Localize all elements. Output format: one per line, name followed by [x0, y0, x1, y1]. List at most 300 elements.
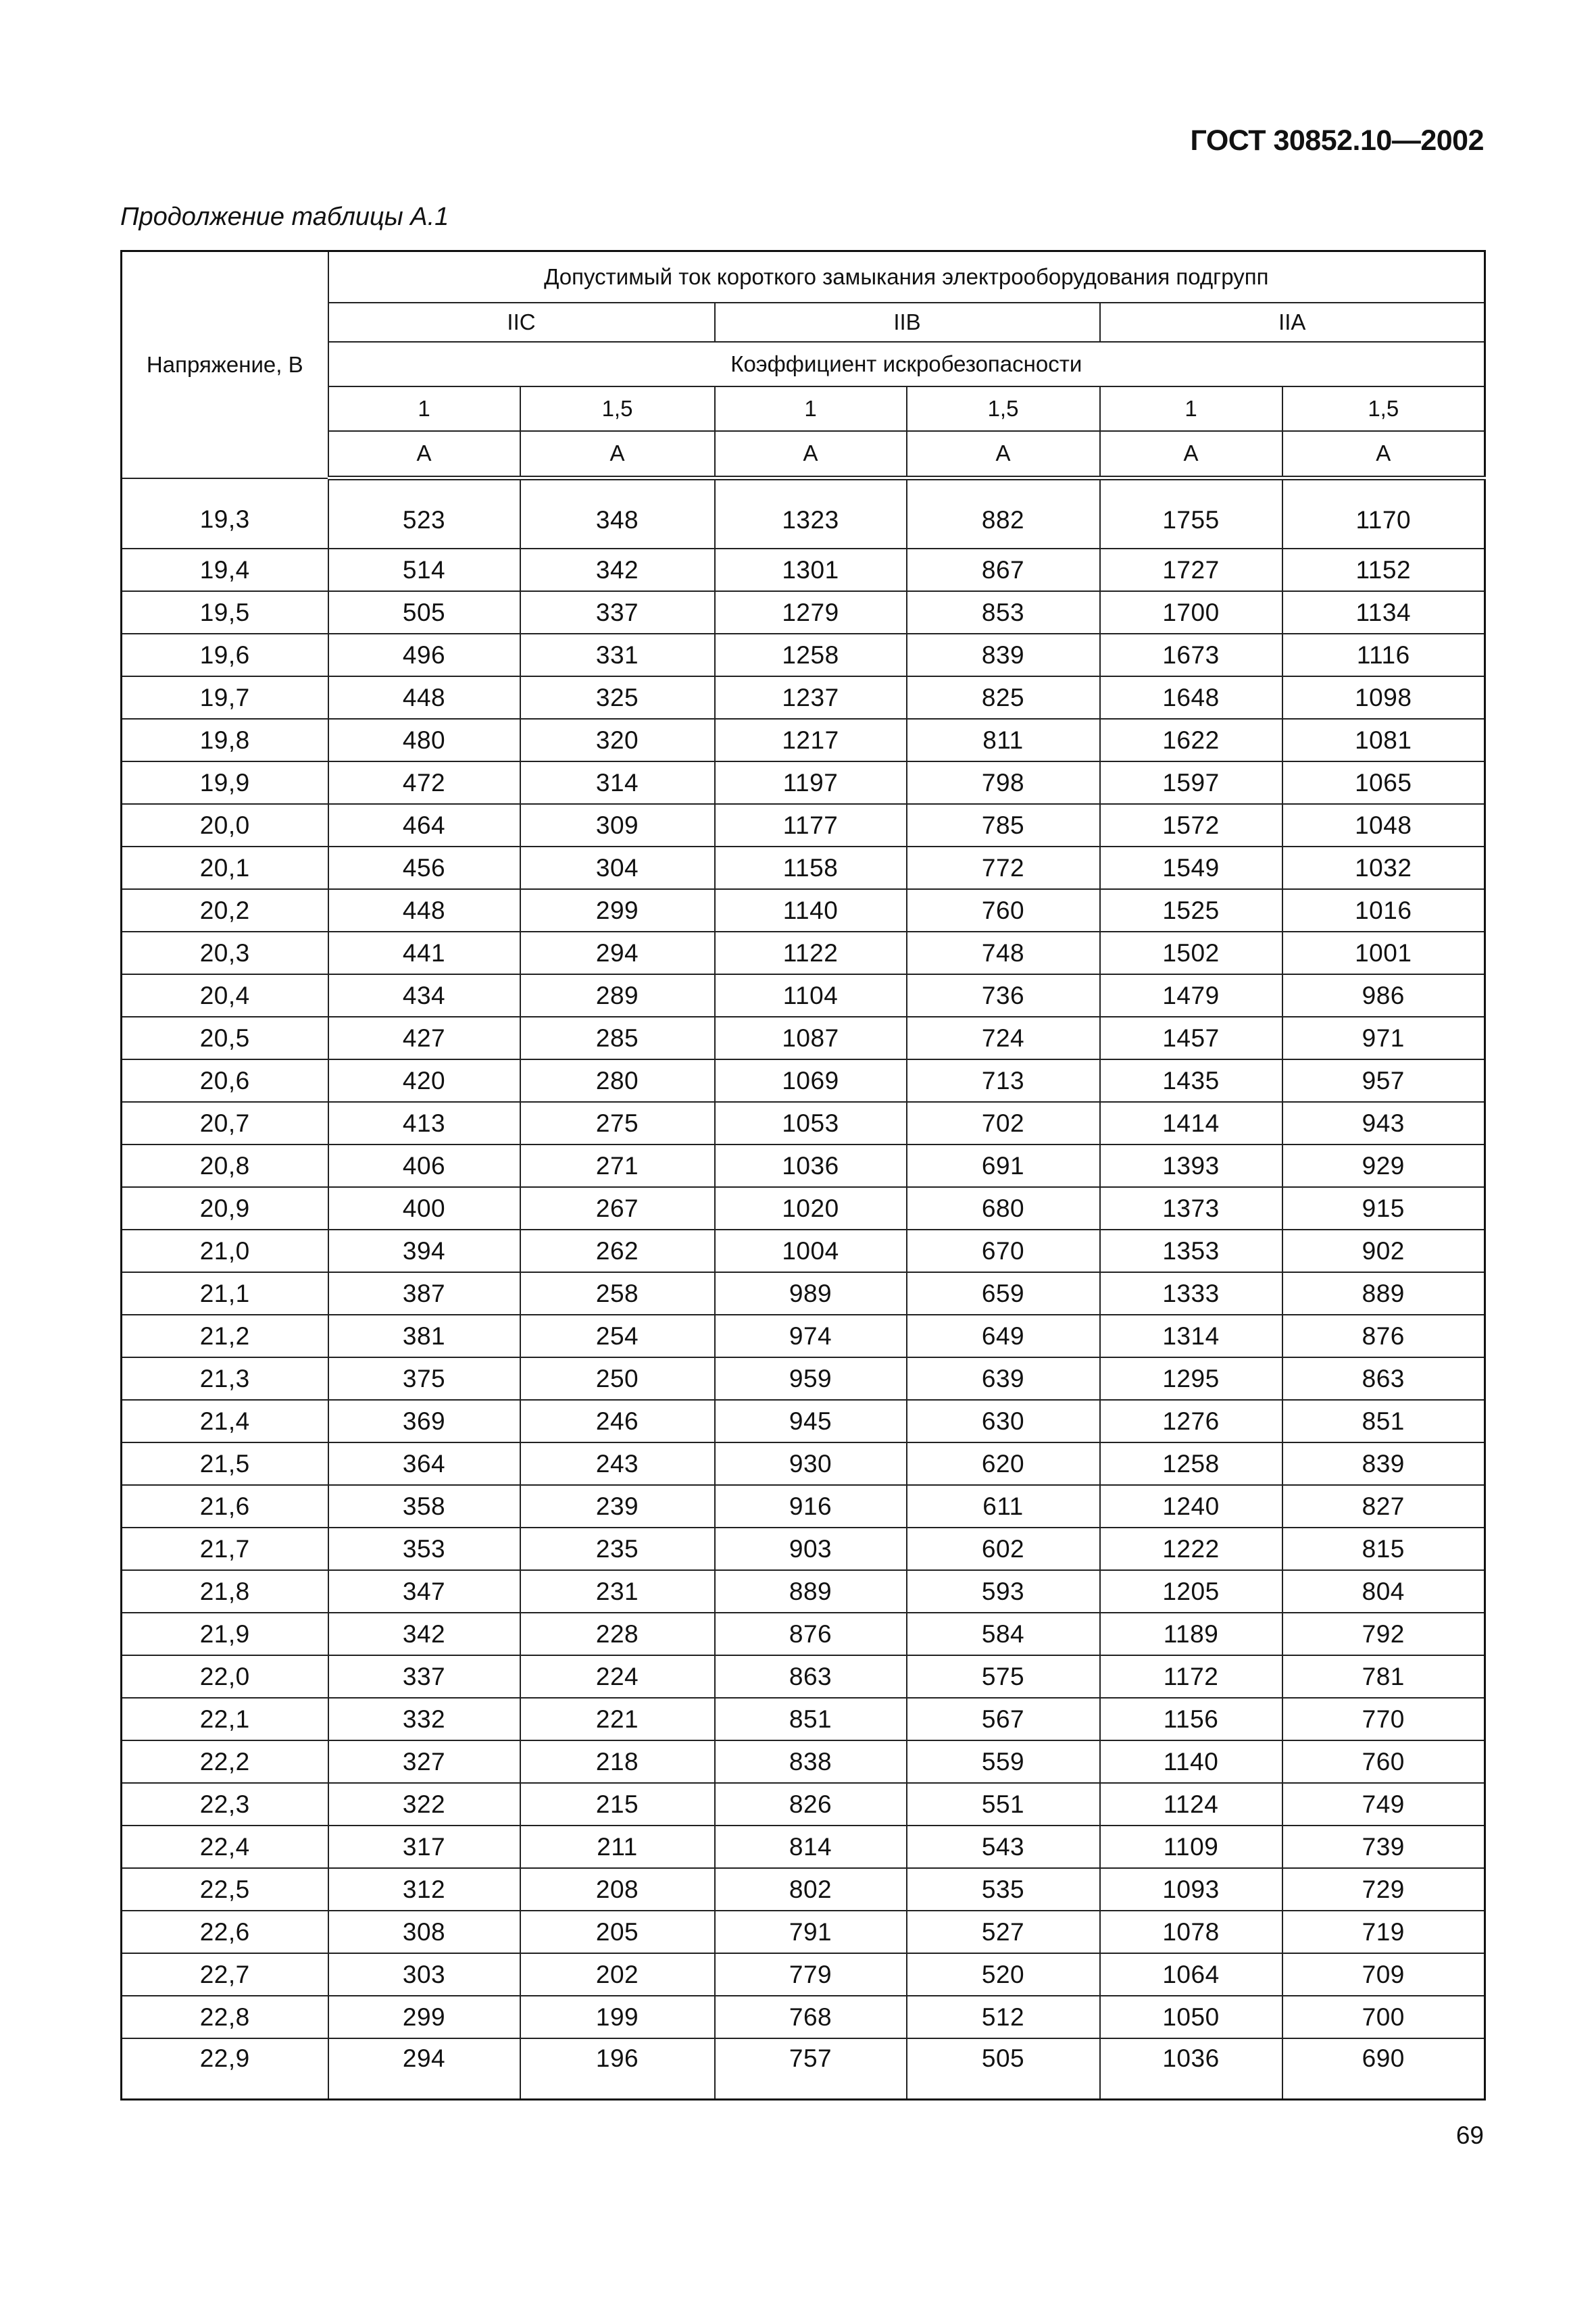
current-value-cell: 853: [907, 591, 1100, 634]
current-value-cell: 639: [907, 1357, 1100, 1400]
current-value-cell: 827: [1282, 1485, 1485, 1528]
coefficient-value: 1: [1100, 386, 1282, 431]
table-row: [122, 1017, 1485, 1059]
voltage-cell: 20,6: [122, 1059, 328, 1102]
current-value-cell: 1457: [1100, 1017, 1282, 1059]
voltage-cell: 20,9: [122, 1187, 328, 1230]
table-row: [122, 1357, 1485, 1400]
table-row: [122, 1102, 1485, 1145]
unit-label: А: [520, 431, 715, 478]
voltage-cell: 20,3: [122, 932, 328, 974]
current-value-cell: 280: [520, 1059, 715, 1102]
current-value-cell: 889: [715, 1570, 907, 1613]
current-value-cell: 989: [715, 1272, 907, 1315]
current-value-cell: 863: [715, 1655, 907, 1698]
current-value-cell: 690: [1282, 2038, 1485, 2100]
current-value-cell: 1622: [1100, 719, 1282, 761]
current-value-cell: 1279: [715, 591, 907, 634]
current-value-cell: 1078: [1100, 1911, 1282, 1953]
current-value-cell: 512: [907, 1996, 1100, 2038]
current-value-cell: 1727: [1100, 549, 1282, 591]
current-value-cell: 1050: [1100, 1996, 1282, 2038]
current-value-cell: 700: [1282, 1996, 1485, 2038]
current-value-cell: 1152: [1282, 549, 1485, 591]
current-value-cell: 630: [907, 1400, 1100, 1442]
voltage-cell: 19,6: [122, 634, 328, 676]
current-value-cell: 381: [328, 1315, 520, 1357]
document-id: ГОСТ 30852.10—2002: [1190, 124, 1484, 157]
current-value-cell: 472: [328, 761, 520, 804]
table-caption: Продолжение таблицы А.1: [120, 203, 449, 231]
current-value-cell: 224: [520, 1655, 715, 1698]
current-value-cell: 1222: [1100, 1528, 1282, 1570]
current-value-cell: 902: [1282, 1230, 1485, 1272]
current-value-cell: 299: [520, 889, 715, 932]
current-value-cell: 974: [715, 1315, 907, 1357]
current-value-cell: 1064: [1100, 1953, 1282, 1996]
voltage-cell: 19,4: [122, 549, 328, 591]
voltage-cell: 21,3: [122, 1357, 328, 1400]
current-value-cell: 320: [520, 719, 715, 761]
current-value-cell: 876: [715, 1613, 907, 1655]
current-value-cell: 1435: [1100, 1059, 1282, 1102]
voltage-cell: 22,4: [122, 1826, 328, 1868]
table-row: [122, 676, 1485, 719]
current-value-cell: 593: [907, 1570, 1100, 1613]
table-row: [122, 1442, 1485, 1485]
current-value-cell: 215: [520, 1783, 715, 1826]
voltage-cell: 19,5: [122, 591, 328, 634]
current-value-cell: 815: [1282, 1528, 1485, 1570]
current-value-cell: 915: [1282, 1187, 1485, 1230]
current-value-cell: 317: [328, 1826, 520, 1868]
current-value-cell: 1081: [1282, 719, 1485, 761]
page-number: 69: [1455, 2121, 1484, 2149]
current-value-cell: 523: [328, 478, 520, 549]
current-header: Допустимый ток короткого замыкания электрооборудования подгрупп: [328, 251, 1485, 303]
current-value-cell: 739: [1282, 1826, 1485, 1868]
current-value-cell: 199: [520, 1996, 715, 2038]
current-value-cell: 211: [520, 1826, 715, 1868]
current-value-cell: 1479: [1100, 974, 1282, 1017]
current-value-cell: 543: [907, 1826, 1100, 1868]
current-value-cell: 505: [907, 2038, 1100, 2100]
current-value-cell: 394: [328, 1230, 520, 1272]
voltage-cell: 22,5: [122, 1868, 328, 1911]
current-value-cell: 1134: [1282, 591, 1485, 634]
current-value-cell: 1093: [1100, 1868, 1282, 1911]
current-value-cell: 825: [907, 676, 1100, 719]
current-value-cell: 420: [328, 1059, 520, 1102]
current-value-cell: 332: [328, 1698, 520, 1740]
current-value-cell: 448: [328, 889, 520, 932]
current-value-cell: 1549: [1100, 847, 1282, 889]
unit-label: А: [1282, 431, 1485, 478]
current-value-cell: 406: [328, 1145, 520, 1187]
current-value-cell: 945: [715, 1400, 907, 1442]
current-value-cell: 785: [907, 804, 1100, 847]
table-row: [122, 1315, 1485, 1357]
subgroup-header: IIA: [1100, 303, 1485, 342]
current-value-cell: 867: [907, 549, 1100, 591]
current-value-cell: 792: [1282, 1613, 1485, 1655]
voltage-cell: 21,7: [122, 1528, 328, 1570]
current-value-cell: 713: [907, 1059, 1100, 1102]
current-value-cell: 1172: [1100, 1655, 1282, 1698]
current-value-cell: 575: [907, 1655, 1100, 1698]
current-value-cell: 535: [907, 1868, 1100, 1911]
current-value-cell: 400: [328, 1187, 520, 1230]
current-value-cell: 1217: [715, 719, 907, 761]
voltage-cell: 22,0: [122, 1655, 328, 1698]
voltage-cell: 22,3: [122, 1783, 328, 1826]
current-value-cell: 1124: [1100, 1783, 1282, 1826]
current-value-cell: 342: [328, 1613, 520, 1655]
current-value-cell: 1648: [1100, 676, 1282, 719]
current-value-cell: 1140: [715, 889, 907, 932]
current-value-cell: 1087: [715, 1017, 907, 1059]
table-row: [122, 1783, 1485, 1826]
current-value-cell: 527: [907, 1911, 1100, 1953]
voltage-cell: 22,7: [122, 1953, 328, 1996]
current-value-cell: 649: [907, 1315, 1100, 1357]
current-value-cell: 246: [520, 1400, 715, 1442]
current-value-cell: 1295: [1100, 1357, 1282, 1400]
current-value-cell: 838: [715, 1740, 907, 1783]
table-row: [122, 1145, 1485, 1187]
current-value-cell: 480: [328, 719, 520, 761]
current-value-cell: 496: [328, 634, 520, 676]
current-value-cell: 760: [1282, 1740, 1485, 1783]
voltage-cell: 21,1: [122, 1272, 328, 1315]
current-value-cell: 325: [520, 676, 715, 719]
current-value-cell: 724: [907, 1017, 1100, 1059]
voltage-cell: 21,6: [122, 1485, 328, 1528]
current-value-cell: 1140: [1100, 1740, 1282, 1783]
current-value-cell: 1122: [715, 932, 907, 974]
current-value-cell: 312: [328, 1868, 520, 1911]
current-value-cell: 772: [907, 847, 1100, 889]
table-row: [122, 719, 1485, 761]
current-value-cell: 331: [520, 634, 715, 676]
table-row: [122, 889, 1485, 932]
current-value-cell: 1016: [1282, 889, 1485, 932]
current-value-cell: 275: [520, 1102, 715, 1145]
voltage-cell: 21,9: [122, 1613, 328, 1655]
current-value-cell: 851: [715, 1698, 907, 1740]
current-value-cell: 1393: [1100, 1145, 1282, 1187]
current-value-cell: 781: [1282, 1655, 1485, 1698]
current-value-cell: 768: [715, 1996, 907, 2038]
voltage-cell: 21,8: [122, 1570, 328, 1613]
voltage-cell: 22,9: [122, 2038, 328, 2100]
current-value-cell: 584: [907, 1613, 1100, 1655]
voltage-cell: 21,5: [122, 1442, 328, 1485]
table-row: [122, 1826, 1485, 1868]
current-value-cell: 930: [715, 1442, 907, 1485]
table-row: [122, 478, 1485, 549]
table-row: [122, 932, 1485, 974]
table-row: [122, 1528, 1485, 1570]
current-value-cell: 943: [1282, 1102, 1485, 1145]
current-value-cell: 1032: [1282, 847, 1485, 889]
current-value-cell: 839: [907, 634, 1100, 676]
current-value-cell: 851: [1282, 1400, 1485, 1442]
current-value-cell: 1048: [1282, 804, 1485, 847]
current-value-cell: 205: [520, 1911, 715, 1953]
table-row: [122, 1485, 1485, 1528]
unit-label: А: [328, 431, 520, 478]
current-value-cell: 202: [520, 1953, 715, 1996]
voltage-cell: 22,1: [122, 1698, 328, 1740]
current-value-cell: 916: [715, 1485, 907, 1528]
table-row: [122, 1400, 1485, 1442]
current-value-cell: 602: [907, 1528, 1100, 1570]
current-value-cell: 1525: [1100, 889, 1282, 932]
current-value-cell: 903: [715, 1528, 907, 1570]
current-value-cell: 294: [328, 2038, 520, 2100]
table-row: [122, 1698, 1485, 1740]
current-value-cell: 235: [520, 1528, 715, 1570]
current-value-cell: 826: [715, 1783, 907, 1826]
current-value-cell: 802: [715, 1868, 907, 1911]
current-value-cell: 1053: [715, 1102, 907, 1145]
current-value-cell: 760: [907, 889, 1100, 932]
current-value-cell: 369: [328, 1400, 520, 1442]
voltage-cell: 20,8: [122, 1145, 328, 1187]
current-value-cell: 620: [907, 1442, 1100, 1485]
current-value-cell: 1001: [1282, 932, 1485, 974]
subgroup-header: IIB: [715, 303, 1100, 342]
current-value-cell: 520: [907, 1953, 1100, 1996]
coefficient-header: Коэффициент искробезопасности: [328, 342, 1485, 386]
current-value-cell: 1258: [715, 634, 907, 676]
current-value-cell: 749: [1282, 1783, 1485, 1826]
current-value-cell: 839: [1282, 1442, 1485, 1485]
current-value-cell: 971: [1282, 1017, 1485, 1059]
current-value-cell: 387: [328, 1272, 520, 1315]
current-value-cell: 1700: [1100, 591, 1282, 634]
voltage-cell: 22,2: [122, 1740, 328, 1783]
current-value-cell: 314: [520, 761, 715, 804]
voltage-cell: 19,8: [122, 719, 328, 761]
current-value-cell: 863: [1282, 1357, 1485, 1400]
table-row: [122, 1996, 1485, 2038]
current-value-cell: 611: [907, 1485, 1100, 1528]
table-row: [122, 804, 1485, 847]
voltage-cell: 19,7: [122, 676, 328, 719]
current-value-cell: 1755: [1100, 478, 1282, 549]
current-value-cell: 1098: [1282, 676, 1485, 719]
current-value-cell: 1004: [715, 1230, 907, 1272]
table-row: [122, 1868, 1485, 1911]
unit-label: А: [1100, 431, 1282, 478]
current-value-cell: 208: [520, 1868, 715, 1911]
current-value-cell: 986: [1282, 974, 1485, 1017]
current-value-cell: 1036: [715, 1145, 907, 1187]
current-value-cell: 309: [520, 804, 715, 847]
current-value-cell: 196: [520, 2038, 715, 2100]
table-row: [122, 2038, 1485, 2100]
current-value-cell: 929: [1282, 1145, 1485, 1187]
voltage-column-header: Напряжение, В: [122, 251, 328, 478]
current-value-cell: 567: [907, 1698, 1100, 1740]
current-value-cell: 770: [1282, 1698, 1485, 1740]
current-value-cell: 514: [328, 549, 520, 591]
current-value-cell: 814: [715, 1826, 907, 1868]
current-value-cell: 804: [1282, 1570, 1485, 1613]
voltage-cell: 21,0: [122, 1230, 328, 1272]
current-value-cell: 221: [520, 1698, 715, 1740]
current-value-cell: 1240: [1100, 1485, 1282, 1528]
table-row: [122, 591, 1485, 634]
current-value-cell: 670: [907, 1230, 1100, 1272]
voltage-cell: 20,4: [122, 974, 328, 1017]
current-value-cell: 250: [520, 1357, 715, 1400]
coefficient-value: 1,5: [520, 386, 715, 431]
table-row: [122, 1740, 1485, 1783]
current-value-cell: 322: [328, 1783, 520, 1826]
coefficient-value: 1: [715, 386, 907, 431]
unit-label: А: [715, 431, 907, 478]
current-value-cell: 1170: [1282, 478, 1485, 549]
table-header: [122, 251, 1485, 478]
coefficient-value: 1,5: [907, 386, 1100, 431]
current-value-cell: 1104: [715, 974, 907, 1017]
current-value-cell: 441: [328, 932, 520, 974]
table-row: [122, 1613, 1485, 1655]
current-value-cell: 959: [715, 1357, 907, 1400]
current-value-cell: 464: [328, 804, 520, 847]
voltage-cell: 20,0: [122, 804, 328, 847]
current-value-cell: 1069: [715, 1059, 907, 1102]
current-value-cell: 882: [907, 478, 1100, 549]
voltage-cell: 22,6: [122, 1911, 328, 1953]
table-row: [122, 1187, 1485, 1230]
current-value-cell: 271: [520, 1145, 715, 1187]
current-value-cell: 957: [1282, 1059, 1485, 1102]
table-row: [122, 1953, 1485, 1996]
current-value-cell: 267: [520, 1187, 715, 1230]
current-value-cell: 691: [907, 1145, 1100, 1187]
current-value-cell: 1597: [1100, 761, 1282, 804]
current-value-cell: 811: [907, 719, 1100, 761]
current-value-cell: 348: [520, 478, 715, 549]
table-row: [122, 1272, 1485, 1315]
current-value-cell: 299: [328, 1996, 520, 2038]
current-value-cell: 1414: [1100, 1102, 1282, 1145]
voltage-cell: 19,3: [122, 478, 328, 549]
current-value-cell: 659: [907, 1272, 1100, 1315]
current-value-cell: 262: [520, 1230, 715, 1272]
current-value-cell: 1323: [715, 478, 907, 549]
coefficient-value: 1: [328, 386, 520, 431]
current-value-cell: 342: [520, 549, 715, 591]
current-value-cell: 680: [907, 1187, 1100, 1230]
current-value-cell: 1158: [715, 847, 907, 889]
current-value-cell: 791: [715, 1911, 907, 1953]
table-row: [122, 1911, 1485, 1953]
current-value-cell: 1205: [1100, 1570, 1282, 1613]
current-value-cell: 1109: [1100, 1826, 1282, 1868]
unit-label: А: [907, 431, 1100, 478]
table-row: [122, 847, 1485, 889]
current-value-cell: 218: [520, 1740, 715, 1783]
current-value-cell: 559: [907, 1740, 1100, 1783]
current-value-cell: 1673: [1100, 634, 1282, 676]
current-value-cell: 289: [520, 974, 715, 1017]
current-value-cell: 748: [907, 932, 1100, 974]
current-value-cell: 327: [328, 1740, 520, 1783]
current-value-cell: 1502: [1100, 932, 1282, 974]
current-value-cell: 1373: [1100, 1187, 1282, 1230]
current-value-cell: 375: [328, 1357, 520, 1400]
voltage-cell: 20,1: [122, 847, 328, 889]
table-row: [122, 549, 1485, 591]
current-value-cell: 1572: [1100, 804, 1282, 847]
current-value-cell: 434: [328, 974, 520, 1017]
voltage-cell: 20,5: [122, 1017, 328, 1059]
voltage-cell: 22,8: [122, 1996, 328, 2038]
current-value-cell: 1197: [715, 761, 907, 804]
current-value-cell: 364: [328, 1442, 520, 1485]
current-value-cell: 243: [520, 1442, 715, 1485]
current-value-cell: 294: [520, 932, 715, 974]
current-value-cell: 1258: [1100, 1442, 1282, 1485]
current-value-cell: 1156: [1100, 1698, 1282, 1740]
table-row: [122, 1059, 1485, 1102]
table-row: [122, 761, 1485, 804]
current-value-cell: 427: [328, 1017, 520, 1059]
voltage-cell: 21,4: [122, 1400, 328, 1442]
voltage-cell: 19,9: [122, 761, 328, 804]
current-value-cell: 1065: [1282, 761, 1485, 804]
current-value-cell: 1314: [1100, 1315, 1282, 1357]
subgroup-header: IIC: [328, 303, 715, 342]
current-value-cell: 1036: [1100, 2038, 1282, 2100]
current-value-cell: 337: [520, 591, 715, 634]
current-value-cell: 1301: [715, 549, 907, 591]
current-value-cell: 1177: [715, 804, 907, 847]
current-value-cell: 889: [1282, 1272, 1485, 1315]
coefficient-value: 1,5: [1282, 386, 1485, 431]
current-value-cell: 1116: [1282, 634, 1485, 676]
current-value-cell: 1237: [715, 676, 907, 719]
current-value-cell: 876: [1282, 1315, 1485, 1357]
current-value-cell: 308: [328, 1911, 520, 1953]
current-value-cell: 719: [1282, 1911, 1485, 1953]
current-value-cell: 413: [328, 1102, 520, 1145]
header-row-current: [122, 251, 1485, 303]
current-value-cell: 1189: [1100, 1613, 1282, 1655]
current-value-cell: 228: [520, 1613, 715, 1655]
current-value-cell: 1276: [1100, 1400, 1282, 1442]
table-row: [122, 1655, 1485, 1698]
current-value-cell: 353: [328, 1528, 520, 1570]
current-value-cell: 702: [907, 1102, 1100, 1145]
current-value-cell: 258: [520, 1272, 715, 1315]
voltage-cell: 20,7: [122, 1102, 328, 1145]
table-row: [122, 1230, 1485, 1272]
current-value-cell: 709: [1282, 1953, 1485, 1996]
current-value-cell: 337: [328, 1655, 520, 1698]
current-value-cell: 798: [907, 761, 1100, 804]
current-value-cell: 304: [520, 847, 715, 889]
current-value-cell: 285: [520, 1017, 715, 1059]
current-value-cell: 551: [907, 1783, 1100, 1826]
current-value-cell: 505: [328, 591, 520, 634]
current-value-cell: 231: [520, 1570, 715, 1613]
